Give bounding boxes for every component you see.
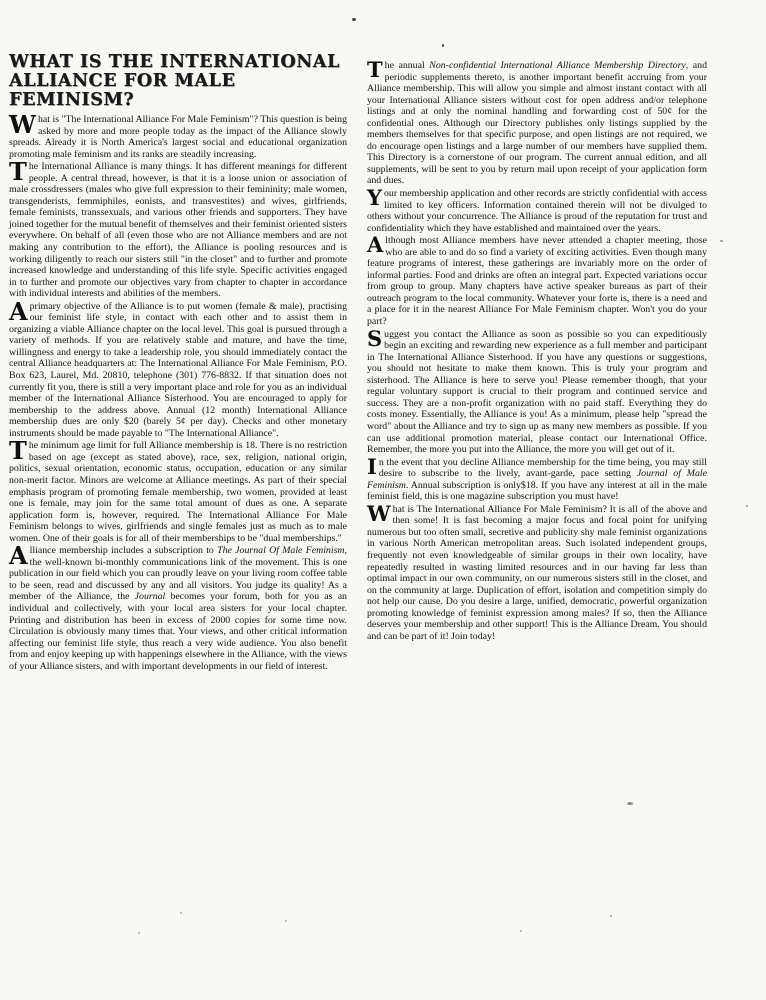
paragraph-text: hat is "The International Alliance For Male Feminism"? This question is being asked by more and more people today as the impact of the Alliance slowly spreads. Already it is North America's largest social and educational organization promoting male feminism and its ranks are steadily increasing. <box>9 114 347 160</box>
journal-title: The Journal Of Male Feminism <box>217 545 345 557</box>
paragraph <box>367 232 707 328</box>
scan-speck <box>627 802 633 805</box>
drop-cap: A <box>367 232 384 258</box>
scan-speck <box>138 932 140 934</box>
paragraph-text: lthough most Alliance members have never attended a chapter meeting, those who are able to and do so find a variety of exciting activities. Even though many feature programs of interest, these gatherings are invariably more on the order of informal parties. Food and drinks are often an integral part. Expected variations occur from group to group. Many chapters have active speaker bureaus as part of their outreach program to the local community. Whatever your forte is, there is a need and a place for it in the nearest Alliance For Male Feminism chapter. Won't you do your part? <box>367 235 707 328</box>
page-title: WHAT IS THE INTERNATIONAL ALLIANCE FOR MALE FEMINISM? <box>9 52 340 110</box>
paragraph-text: , the well-known bi-monthly communications link of the movement. This is one publication in our field which you can proudly leave on your living room coffee table to be seen, read and discussed by any and all visitors. You judge its quality! As a member of the Alliance, the <box>9 545 347 603</box>
paragraph <box>367 500 707 643</box>
paragraph-text: he International Alliance is many things. It has different meanings for different people. A central thread, however, is that it is a loose union or association of male crossdressers (males who give full expression to their femininity; male women, transgenderists, femmiphiles, eonists, and transvestites) and wives, girlfriends, female feminists, transsexuals, and various other friends and supporters. They have joined together for the mutual benefit of themselves and their feminist oriented sisters everywhere. On behalf of all (even those who are not Alliance members and are not making any contribution to the effort), the Alliance is pooling resources and is working diligently to reach our sisters still "in the closet" and to further and promote increased knowledge and understanding of this life style. Specific activities engaged in to further and promote our objectives vary from chapter to chapter in accordance with individual interests and abilities of the members. <box>9 161 347 300</box>
left-column <box>9 46 347 673</box>
paragraph <box>367 325 707 456</box>
paragraph-text: . Annual subscription is only$18. If you have any interest at all in the male feminist field, this is one magazine subscription you must have! <box>367 479 707 503</box>
scan-speck <box>352 18 356 21</box>
paragraph-text: , and periodic supplements thereto, is another important benefit accruing from your Alliance membership. This will allow you simple and almost instant contact with all your International Alliance sisters without cost for open address and/or telephone listings and at only the nominal handling and forwarding cost of 50¢ for the confidential ones. Although our Directory publishes only listings supplied by the members themselves for that specific purpose, and open listings are not required, we do encourage open listings and a large number of our members have supplied them. This Directory is a cornerstone of our program. The current annual edition, and all supplements, will be sent to you by return mail upon receipt of your application form and dues. <box>367 60 708 187</box>
drop-cap: T <box>9 436 27 466</box>
drop-cap: I <box>367 453 377 479</box>
scan-speck <box>720 240 723 242</box>
paragraph <box>367 453 707 503</box>
drop-cap: S <box>367 325 383 351</box>
paragraph-text: hat is The International Alliance For Male Feminism? It is all of the above and then some! It is fast becoming a major focus and focal point for unifying numerous but too often small, secretive and publicity shy male feminist organizations in various North American metropolitan areas. Such isolated independent groups, frequently not even knowledgeable of similar groups in their own locality, have repeatedly resulted in wasting limited resources and in our having far less than optimal impact in our own community, on our numerous sisters still in the closet, and on the community at large. Duplication of effort, isolation and competition simply do not help our cause. Do you desire a large, unified, democratic, powerful organization promoting knowledge of feminist expression among males? If so, then the Alliance deserves your membership and other support! This is the Alliance Dream. You should and can be part of it! Join today! <box>367 503 707 642</box>
drop-cap: W <box>9 110 36 139</box>
scan-speck <box>180 912 182 914</box>
journal-title: Journal of Male Feminism <box>367 468 707 491</box>
scan-speck <box>442 44 444 47</box>
paragraph <box>9 436 347 544</box>
paragraph <box>9 296 347 440</box>
paragraph <box>367 57 708 187</box>
drop-cap: T <box>367 57 383 82</box>
scan-speck <box>746 505 748 507</box>
paragraph-text: becomes your forum, both for you as an individual and collectively, with your local area sisters for your local chapter. Printing and distribution has been in excess of 2000 copies for some time now. Circulation is obviously many times that. Your views, and other critical information affecting our feminist life style, thus reach a very wide audience. You also benefit from and enjoy keeping up with happenings elsewhere in the Alliance, with the views of your Alliance sisters, and with important developments in our field of interest. <box>9 591 347 672</box>
paragraph-text: uggest you contact the Alliance as soon as possible so you can expeditiously begin an exciting and rewarding new experience as a full member and participant in The International Alliance Sisterhood. If you have any questions or suggestions, you should not hesitate to make them known. This is truly your program and sisterhood. The Alliance is here to serve you! Please remember though, that your regular voluntary support is crucial to their program and continued service and success. They are a non-profit organization with no paid staff. Everything they do costs money. Essentially, the Alliance is you! As a minimum, please help "spread the word" about the Alliance and try to sign up as many new members as possible. If you can use additional promotion material, please contact our International Office. Remember, the more you put into the Alliance, the more you will get out of it. <box>367 328 707 456</box>
paragraph-text: our membership application and other records are strictly confidential with access limited to key officers. Information contained therein will not be divulged to others without your concurrence. The Alliance is proud of the reputation for trust and confidentiality which they have established and maintained over the years. <box>367 188 707 234</box>
drop-cap: A <box>9 296 28 326</box>
drop-cap: Y <box>367 185 382 211</box>
scan-speck <box>520 930 522 932</box>
right-column <box>367 57 708 643</box>
drop-cap: A <box>9 541 28 571</box>
scan-speck <box>610 915 612 917</box>
drop-cap: W <box>367 500 391 526</box>
paragraph <box>9 110 347 160</box>
journal-name: Journal <box>134 591 166 603</box>
paragraph <box>9 541 347 672</box>
paragraph-text: primary objective of the Alliance is to put women (female & male), practising our feminist life style, in contact with each other and to assist them in organizing a viable Alliance chapter on the local level. This goal is pursued through a variety of methods. If you are relatively stable and mature, and have the time, willingness and energy to take a leadership role, you should immediately contact the central Alliance headquarters at: The International Alliance For Male Feminism, P.O. Box 623, Laurel, Md. 20810, telephone (301) 776-8832. If that situation does not currently fit you, there is still a very important place and role for you as an individual member of the International Alliance Sisterhood. You are encouraged to apply for membership to the address above. Annual (12 month) International Alliance membership dues are only $20 (barely 5¢ per day). Checks and other monetary instruments should be made payable to "The International Alliance". <box>9 300 347 439</box>
paragraph-text: he minimum age limit for full Alliance membership is 18. There is no restriction based on age (except as stated above), race, sex, religion, national origin, politics, sexual orientation, economic status, occupation, education or any similar non-merit factor. Minors are welcome at Alliance meetings. As part of their special emphasis program of promoting female membership, two women, provided at least one is female, may join for the same total amount of dues as one. A separate application form is, however, required. The International Alliance For Male Feminism belongs to wives, girlfriends and single females just as much as to male women. One of their goals is for all of their memberships to be "dual memberships." <box>9 440 347 544</box>
drop-cap: T <box>9 157 27 187</box>
scan-speck <box>285 920 287 922</box>
paragraph-text: he annual <box>384 60 430 71</box>
paragraph <box>367 185 707 234</box>
paragraph <box>9 157 347 300</box>
directory-title: Non-confidential International Alliance Membership Directory <box>429 60 686 71</box>
paragraph-text: n the event that you decline Alliance membership for the time being, you may still desire to subscribe to the lively, avant-garde, pace setting <box>378 456 707 480</box>
paragraph-text: lliance membership includes a subscription to <box>29 545 218 557</box>
